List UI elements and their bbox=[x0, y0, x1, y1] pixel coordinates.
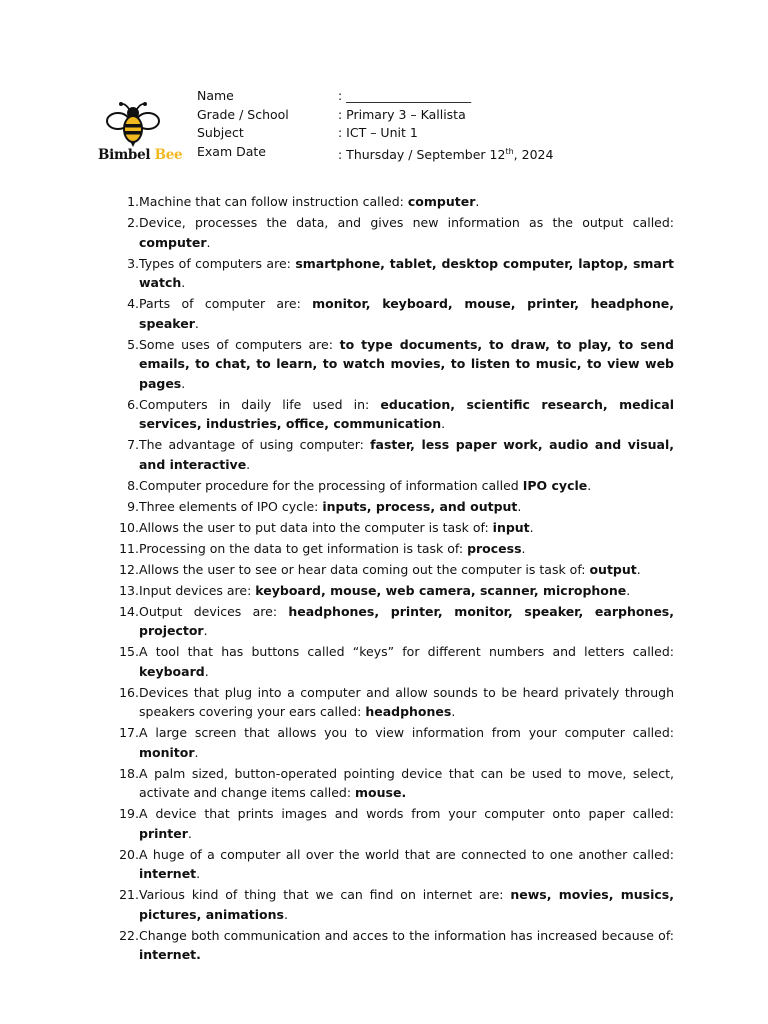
item-end: . bbox=[246, 456, 251, 472]
item-end: . bbox=[194, 744, 199, 760]
item-text bbox=[139, 581, 674, 601]
answer-text: news, movies, musics, pictures, animations bbox=[139, 887, 674, 922]
list-item bbox=[112, 642, 674, 681]
item-text bbox=[139, 395, 674, 434]
item-number: 13. bbox=[119, 582, 139, 598]
list-item bbox=[112, 254, 674, 293]
list-item bbox=[112, 581, 674, 601]
item-end: . bbox=[475, 194, 480, 209]
item-end: . bbox=[203, 623, 208, 638]
item-text bbox=[139, 804, 674, 843]
item-text bbox=[139, 294, 674, 333]
brand-part2: Bee bbox=[154, 147, 183, 163]
date-main: : Thursday / September 12 bbox=[338, 146, 506, 162]
list-item bbox=[112, 723, 674, 762]
brand-part1: Bimbel bbox=[98, 147, 151, 163]
answer-text: computer bbox=[139, 234, 207, 250]
list-item bbox=[112, 497, 674, 517]
answer-text: keyboard, mouse, web camera, scanner, microphone bbox=[255, 582, 627, 598]
header-label: Subject bbox=[197, 125, 244, 140]
answer-text: monitor bbox=[139, 744, 195, 760]
question-text: A large screen that allows you to view information from your computer called: bbox=[139, 725, 674, 740]
list-item bbox=[112, 435, 674, 474]
answer-text: process bbox=[467, 540, 522, 556]
item-number: 1. bbox=[127, 194, 139, 209]
item-text bbox=[139, 845, 674, 884]
question-text: Device, processes the data, and gives new information as the output called: bbox=[139, 215, 674, 230]
item-end: . bbox=[196, 866, 201, 881]
list-item bbox=[112, 764, 674, 803]
question-text: A palm sized, button-operated pointing device that can be used to move, select, activate and change items called: bbox=[139, 765, 674, 800]
item-text bbox=[139, 476, 674, 496]
item-text bbox=[139, 518, 674, 538]
question-text: Three elements of IPO cycle: bbox=[139, 498, 323, 514]
question-text: A tool that has buttons called “keys” for different numbers and letters called: bbox=[139, 644, 674, 659]
item-number: 10. bbox=[119, 519, 139, 535]
item-number: 18. bbox=[119, 765, 139, 781]
question-text: A device that prints images and words from your computer onto paper called: bbox=[139, 806, 674, 821]
list-item bbox=[112, 395, 674, 434]
list-item bbox=[112, 192, 674, 212]
item-number: 12. bbox=[119, 561, 139, 577]
list-item bbox=[112, 885, 674, 924]
answer-text: headphones, printer, monitor, speaker, earphones, projector bbox=[139, 603, 675, 638]
item-number: 17. bbox=[119, 725, 139, 740]
answer-text: internet bbox=[139, 866, 197, 881]
item-number: 20. bbox=[119, 846, 139, 862]
item-end: . bbox=[587, 477, 592, 493]
name-field: : ____________________ bbox=[338, 88, 472, 103]
header-value: : ICT – Unit 1 bbox=[338, 125, 418, 140]
item-number: 15. bbox=[119, 644, 139, 659]
question-text: Machine that can follow instruction called: bbox=[139, 194, 408, 209]
item-end: . bbox=[626, 582, 631, 598]
list-item bbox=[112, 683, 674, 722]
item-number: 11. bbox=[119, 540, 139, 556]
date-tail: , 2024 bbox=[513, 146, 554, 162]
answer-text: smartphone, tablet, desktop computer, laptop, smart watch bbox=[139, 255, 674, 290]
question-text: Types of computers are: bbox=[139, 255, 296, 271]
list-item bbox=[112, 560, 674, 580]
question-text: The advantage of using computer: bbox=[139, 437, 371, 452]
item-number: 2. bbox=[127, 215, 139, 230]
item-end: . bbox=[181, 375, 186, 391]
question-text: Processing on the data to get information is task of: bbox=[139, 540, 468, 556]
item-end: . bbox=[181, 275, 186, 290]
item-number: 9. bbox=[127, 498, 139, 514]
question-text: Allows the user to see or hear data coming out the computer is task of: bbox=[139, 561, 590, 577]
list-item bbox=[112, 845, 674, 884]
item-number: 16. bbox=[119, 684, 139, 700]
item-end: . bbox=[194, 315, 199, 331]
header-label: Name bbox=[197, 88, 234, 103]
list-item bbox=[112, 539, 674, 559]
header-value bbox=[338, 143, 553, 165]
item-end: . bbox=[451, 704, 456, 719]
question-text: Some uses of computers are: bbox=[139, 336, 340, 352]
item-text bbox=[139, 539, 674, 559]
item-end: . bbox=[441, 416, 446, 431]
item-text bbox=[139, 764, 674, 803]
item-end: . bbox=[206, 234, 211, 250]
exam-header bbox=[197, 87, 553, 164]
item-number: 8. bbox=[127, 477, 139, 493]
answer-text: output bbox=[589, 561, 637, 577]
header-label: Exam Date bbox=[197, 143, 266, 159]
item-end: . bbox=[636, 561, 641, 577]
item-number: 4. bbox=[127, 296, 139, 311]
item-text bbox=[139, 213, 674, 252]
item-text bbox=[139, 602, 674, 641]
answer-text: keyboard bbox=[139, 663, 205, 679]
item-number: 19. bbox=[119, 806, 139, 821]
item-number: 21. bbox=[119, 887, 139, 902]
header-label: Grade / School bbox=[197, 106, 289, 122]
question-text: Various kind of thing that we can find on internet are: bbox=[139, 887, 511, 902]
list-item bbox=[112, 518, 674, 538]
header-row-grade bbox=[197, 106, 553, 125]
answer-text: input bbox=[492, 519, 530, 535]
header-row-date bbox=[197, 143, 553, 165]
item-text bbox=[139, 192, 674, 212]
qa-list bbox=[112, 192, 674, 966]
bee-icon bbox=[105, 101, 161, 149]
brand-name bbox=[98, 147, 182, 163]
item-text bbox=[139, 723, 674, 762]
question-text: A huge of a computer all over the world that are connected to one another called: bbox=[139, 846, 674, 862]
list-item bbox=[112, 804, 674, 843]
item-end: . bbox=[529, 519, 534, 535]
answer-text: mouse. bbox=[355, 785, 407, 800]
question-text: Output devices are: bbox=[139, 603, 289, 619]
item-text bbox=[139, 560, 674, 580]
answer-text: internet. bbox=[139, 947, 201, 962]
item-text bbox=[139, 926, 674, 965]
answer-text: education, scientific research, medical services, industries, office, communication bbox=[139, 396, 674, 431]
logo bbox=[96, 101, 183, 165]
question-text: Parts of computer are: bbox=[139, 296, 313, 311]
question-text: Allows the user to put data into the computer is task of: bbox=[139, 519, 493, 535]
answer-text: inputs, process, and output bbox=[322, 498, 518, 514]
item-end: . bbox=[204, 663, 209, 679]
question-text: Computers in daily life used in: bbox=[139, 396, 381, 412]
answer-text: printer bbox=[139, 825, 188, 841]
question-text: Change both communication and acces to the information has increased because of: bbox=[139, 927, 674, 943]
header-row-subject bbox=[197, 124, 553, 143]
item-number: 5. bbox=[127, 336, 139, 352]
item-text bbox=[139, 335, 674, 394]
item-number: 7. bbox=[127, 437, 139, 452]
answer-text: computer bbox=[407, 194, 476, 209]
answer-text: headphones bbox=[365, 704, 452, 719]
question-text: Input devices are: bbox=[139, 582, 256, 598]
list-item bbox=[112, 602, 674, 641]
item-text bbox=[139, 683, 674, 722]
item-text bbox=[139, 435, 674, 474]
item-number: 3. bbox=[127, 255, 139, 271]
header-value: : Primary 3 – Kallista bbox=[338, 106, 466, 122]
answer-text: faster, less paper work, audio and visual, and interactive bbox=[139, 437, 675, 472]
list-item bbox=[112, 213, 674, 252]
item-end: . bbox=[517, 498, 522, 514]
item-text bbox=[139, 254, 674, 293]
answer-text: to type documents, to draw, to play, to send emails, to chat, to learn, to watch movies, to listen to music, to view web pages bbox=[139, 336, 675, 391]
item-text bbox=[139, 642, 674, 681]
list-item bbox=[112, 294, 674, 333]
item-number: 6. bbox=[127, 396, 139, 412]
item-text bbox=[139, 497, 674, 517]
list-item bbox=[112, 926, 674, 965]
item-number: 22. bbox=[119, 927, 139, 943]
list-item bbox=[112, 476, 674, 496]
question-text: Devices that plug into a computer and allow sounds to be heard privately through speakers covering your ears called: bbox=[139, 684, 674, 719]
answer-text: IPO cycle bbox=[522, 477, 588, 493]
question-text: Computer procedure for the processing of information called bbox=[139, 477, 523, 493]
header-row-name bbox=[197, 87, 553, 106]
list-item bbox=[112, 335, 674, 394]
item-end: . bbox=[521, 540, 526, 556]
date-sup: th bbox=[505, 146, 514, 156]
answer-text: monitor, keyboard, mouse, printer, headphone, speaker bbox=[139, 296, 674, 331]
item-end: . bbox=[187, 825, 192, 841]
item-text bbox=[139, 885, 674, 924]
item-number: 14. bbox=[119, 603, 139, 619]
item-end: . bbox=[283, 906, 288, 922]
